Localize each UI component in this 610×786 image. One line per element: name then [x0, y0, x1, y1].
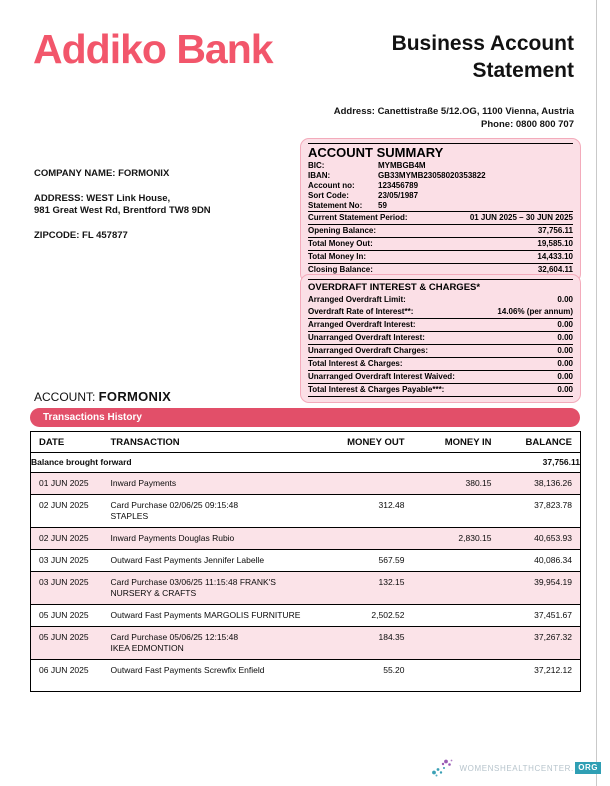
transaction-money-in	[411, 627, 496, 660]
summary-row-value: 01 JUN 2025 – 30 JUN 2025	[469, 213, 573, 222]
overdraft-row-label: Arranged Overdraft Interest:	[308, 320, 416, 329]
summary-field	[308, 181, 573, 191]
summary-row-label: Total Money In:	[308, 252, 367, 261]
overdraft-row-value: 0.00	[557, 372, 573, 381]
transaction-balance: 37,267.32	[534, 632, 572, 642]
summary-row-value: 32,604.11	[537, 265, 573, 274]
transaction-money-in	[411, 660, 496, 692]
spacer	[34, 180, 211, 193]
transaction-row	[31, 495, 581, 528]
summary-field-value: MYMBGB4M	[378, 161, 426, 170]
company-address-line2: 981 Great West Rd, Brentford TW8 9DN	[34, 205, 211, 216]
page-title-line2: Statement	[472, 59, 574, 82]
transaction-date: 02 JUN 2025	[39, 500, 89, 510]
spacer	[34, 217, 211, 230]
summary-row	[308, 250, 573, 263]
summary-row-label: Total Money Out:	[308, 239, 373, 248]
summary-field	[308, 191, 573, 201]
overdraft-box	[300, 274, 581, 403]
page-edge-line	[596, 0, 597, 786]
transaction-row	[31, 627, 581, 660]
transaction-row	[31, 550, 581, 572]
overdraft-row-value: 0.00	[557, 385, 573, 394]
summary-field-label: BIC:	[308, 161, 325, 170]
transaction-description	[106, 473, 336, 495]
col-header-money-in: MONEY IN	[411, 432, 496, 453]
transaction-description-line: NURSERY & CRAFTS	[110, 588, 197, 598]
watermark-text: WOMENSHEALTHCENTER	[459, 763, 572, 773]
transaction-description-line: Outward Fast Payments MARGOLIS FURNITURE	[110, 610, 301, 620]
balance-brought-forward-row	[31, 453, 581, 473]
account-heading	[34, 389, 171, 404]
overdraft-row-value: 0.00	[557, 333, 573, 342]
summary-fields	[308, 161, 573, 211]
bank-contact-block	[334, 105, 574, 131]
summary-row	[308, 237, 573, 250]
transaction-money-out: 132.15	[378, 577, 405, 587]
account-heading-name: FORMONIX	[98, 389, 172, 404]
overdraft-row	[308, 370, 573, 383]
overdraft-flat-row	[308, 294, 573, 306]
transaction-description	[106, 660, 336, 692]
transaction-money-in: 2,830.15	[458, 533, 492, 543]
account-summary-box	[300, 138, 581, 283]
summary-row-label: Opening Balance:	[308, 226, 377, 235]
transaction-balance: 37,212.12	[534, 665, 572, 675]
watermark-footer	[431, 758, 601, 778]
brought-forward-in	[411, 453, 496, 473]
overdraft-row	[308, 344, 573, 357]
transaction-date: 05 JUN 2025	[39, 632, 89, 642]
transaction-row	[31, 473, 581, 495]
transaction-date: 03 JUN 2025	[39, 577, 89, 587]
col-header-transaction: TRANSACTION	[106, 432, 336, 453]
transaction-money-in	[411, 572, 496, 605]
addiko-bank-logo: Addiko Bank	[33, 26, 273, 72]
overdraft-row-label: Total Interest & Charges Payable***:	[308, 385, 445, 394]
summary-field-value: 23/05/1987	[378, 191, 419, 200]
summary-field-label: Statement No:	[308, 201, 363, 210]
summary-row-label: Current Statement Period:	[308, 213, 408, 222]
transaction-date: 03 JUN 2025	[39, 555, 89, 565]
transaction-money-out	[336, 473, 411, 495]
transaction-money-in	[411, 495, 496, 528]
company-zipcode: ZIPCODE: FL 457877	[34, 230, 128, 241]
overdraft-title: OVERDRAFT INTEREST & CHARGES*	[308, 282, 481, 293]
overdraft-flat-row-label: Arranged Overdraft Limit:	[308, 295, 406, 304]
overdraft-flat-row-label: Overdraft Rate of Interest**:	[308, 307, 414, 316]
transaction-date: 05 JUN 2025	[39, 610, 89, 620]
overdraft-row	[308, 318, 573, 331]
transaction-description	[106, 528, 336, 550]
bank-address: Address: Canettistraße 5/12.OG, 1100 Vienna, Austria	[333, 106, 574, 117]
brought-forward-out	[336, 453, 411, 473]
summary-field	[308, 161, 573, 171]
overdraft-flat-row-value: 0.00	[557, 295, 573, 304]
bank-phone: Phone: 0800 800 707	[481, 119, 574, 130]
summary-field	[308, 171, 573, 181]
overdraft-row-value: 0.00	[557, 320, 573, 329]
overdraft-row-label: Unarranged Overdraft Charges:	[308, 346, 429, 355]
overdraft-rows	[308, 318, 573, 397]
transactions-table	[30, 431, 581, 692]
col-header-balance: BALANCE	[496, 432, 581, 453]
company-address-line1: ADDRESS: WEST Link House,	[34, 193, 171, 204]
account-heading-label: ACCOUNT:	[34, 390, 99, 404]
transaction-money-out: 184.35	[378, 632, 405, 642]
transaction-description	[106, 550, 336, 572]
transactions-history-banner: Transactions History	[30, 408, 580, 427]
transaction-balance: 37,451.67	[534, 610, 572, 620]
summary-row-label: Closing Balance:	[308, 265, 373, 274]
transaction-description-line: Card Purchase 02/06/25 09:15:48	[110, 500, 239, 510]
transaction-description-line: Outward Fast Payments Screwfix Enfield	[110, 665, 265, 675]
summary-rows	[308, 211, 573, 277]
summary-row	[308, 211, 573, 224]
transaction-date: 01 JUN 2025	[39, 478, 89, 488]
summary-field	[308, 201, 573, 211]
transaction-description-line: Inward Payments	[110, 478, 177, 488]
transaction-description-line: IKEA EDMONTION	[110, 643, 184, 653]
transaction-description	[106, 627, 336, 660]
company-name: COMPANY NAME: FORMONIX	[34, 168, 170, 179]
transaction-money-in	[411, 605, 496, 627]
transaction-row	[31, 660, 581, 692]
transaction-row	[31, 528, 581, 550]
watermark-badge: ORG	[575, 762, 601, 775]
summary-row-value: 37,756.11	[537, 226, 573, 235]
transaction-money-in: 380.15	[465, 478, 492, 488]
transaction-money-out: 55.20	[383, 665, 405, 675]
overdraft-row-label: Total Interest & Charges:	[308, 359, 403, 368]
womenshealthcenter-logo-icon	[431, 758, 457, 778]
overdraft-row-value: 0.00	[557, 359, 573, 368]
overdraft-row	[308, 383, 573, 397]
transactions-header-row	[31, 432, 581, 453]
transaction-description-line: Outward Fast Payments Jennifer Labelle	[110, 555, 265, 565]
transaction-money-out: 312.48	[378, 500, 405, 510]
transaction-money-out: 567.59	[378, 555, 405, 565]
overdraft-row-label: Unarranged Overdraft Interest Waived:	[308, 372, 455, 381]
transaction-row	[31, 605, 581, 627]
summary-row-value: 14,433.10	[537, 252, 573, 261]
brought-forward-balance: 37,756.11	[542, 457, 580, 467]
transaction-money-in	[411, 550, 496, 572]
page-title	[392, 30, 574, 84]
transaction-description-line: STAPLES	[110, 511, 149, 521]
transaction-description	[106, 605, 336, 627]
transaction-balance: 37,823.78	[534, 500, 572, 510]
transaction-date: 06 JUN 2025	[39, 665, 89, 675]
watermark-separator: .	[571, 763, 574, 773]
overdraft-flat-row-value: 14.06% (per annum)	[497, 307, 573, 316]
summary-row	[308, 224, 573, 237]
summary-field-value: 123456789	[378, 181, 419, 190]
transaction-description-line: Card Purchase 05/06/25 12:15:48	[110, 632, 239, 642]
col-header-date: DATE	[31, 432, 106, 453]
account-summary-title: ACCOUNT SUMMARY	[308, 145, 444, 160]
transaction-balance: 38,136.26	[534, 478, 572, 488]
overdraft-row	[308, 357, 573, 370]
summary-field-value: GB33MYMB23058020353822	[378, 171, 486, 180]
overdraft-flat-rows	[308, 294, 573, 318]
transaction-balance: 40,653.93	[534, 533, 572, 543]
col-header-money-out: MONEY OUT	[336, 432, 411, 453]
transaction-description-line: Inward Payments Douglas Rubio	[110, 533, 235, 543]
brought-forward-label: Balance brought forward	[31, 457, 132, 467]
summary-field-label: IBAN:	[308, 171, 331, 180]
page-title-line1: Business Account	[391, 32, 574, 55]
transaction-money-out: 2,502.52	[371, 610, 405, 620]
overdraft-row	[308, 331, 573, 344]
overdraft-row-label: Unarranged Overdraft Interest:	[308, 333, 425, 342]
summary-row-value: 19,585.10	[537, 239, 573, 248]
summary-field-label: Sort Code:	[308, 191, 349, 200]
overdraft-row-value: 0.00	[557, 346, 573, 355]
summary-field-value: 59	[378, 201, 387, 210]
transaction-description	[106, 572, 336, 605]
transaction-description	[106, 495, 336, 528]
transaction-row	[31, 572, 581, 605]
transaction-date: 02 JUN 2025	[39, 533, 89, 543]
overdraft-flat-row	[308, 306, 573, 318]
transaction-balance: 40,086.34	[534, 555, 572, 565]
summary-field-label: Account no:	[308, 181, 355, 190]
transaction-balance: 39,954.19	[534, 577, 572, 587]
company-info-block	[34, 168, 211, 242]
transaction-description-line: Card Purchase 03/06/25 11:15:48 FRANK'S	[110, 577, 276, 587]
transactions-body	[31, 453, 581, 692]
transaction-money-out	[336, 528, 411, 550]
